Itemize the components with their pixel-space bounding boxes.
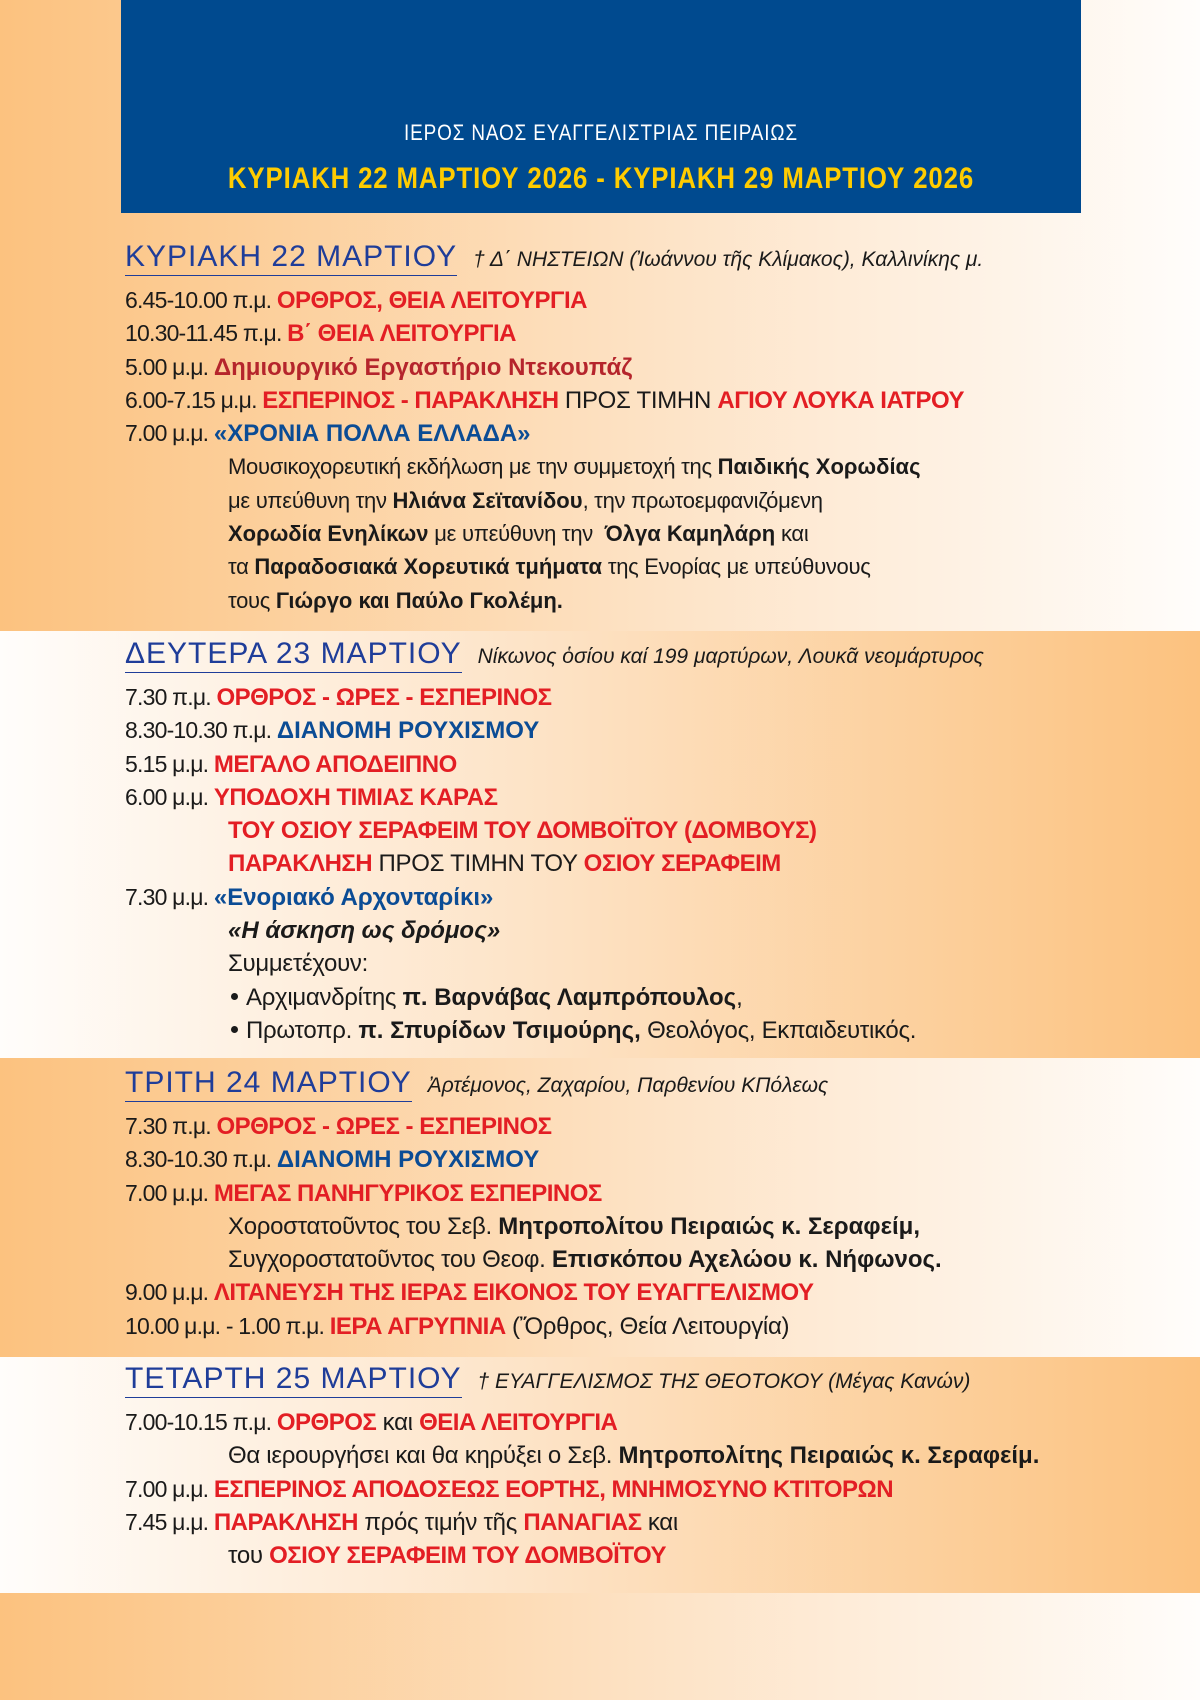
schedule-line (125, 517, 1185, 550)
day-heading-row (125, 1362, 1185, 1402)
time-label: 9.00 μ.μ. (125, 1279, 214, 1306)
service-name: Β΄ ΘΕΙΑ ΛΕΙΤΟΥΡΓΙΑ (287, 320, 516, 348)
schedule-line (125, 748, 1185, 781)
feast-description: † Δ΄ ΝΗΣΤΕΙΩΝ (Ἰωάννου τῆς Κλίμακος), Καλλινίκης μ. (473, 248, 984, 271)
schedule-line (125, 1210, 1185, 1243)
schedule-line (125, 1506, 1185, 1539)
service-name: ΠΑΝΑΓΙΑΣ (523, 1508, 642, 1536)
time-label: 7.45 μ.μ. (125, 1508, 214, 1535)
text-segment: Πρωτοπρ. (246, 1016, 359, 1044)
time-label: 7.00-10.15 π.μ. (125, 1409, 277, 1435)
text-segment: ΠΡΟΣ ΤΙΜΗΝ ΤΟΥ (372, 850, 584, 878)
service-name: ΟΡΘΡΟΣ - ΩΡΕΣ - ΕΣΠΕΡΙΝΟΣ (216, 1113, 552, 1140)
text-segment: και (376, 1409, 420, 1436)
text-segment: Επισκόπου Αχελώου κ. Νήφωνος. (551, 1246, 942, 1274)
time-label: 7.30 π.μ. (125, 684, 217, 710)
service-name: ΤΟΥ ΟΣΙΟΥ ΣΕΡΑΦΕΙΜ ΤΟΥ ΔΟΜΒΟΪΤΟΥ (ΔΟΜΒΟΥΣ) (228, 817, 817, 845)
service-name: ΔΙΑΝΟΜΗ ΡΟΥΧΙΣΜΟΥ (276, 717, 540, 745)
schedule-line (125, 1110, 1185, 1143)
day-heading-row (125, 637, 1185, 677)
feast-description: † ΕΥΑΓΓΕΛΙΣΜΟΣ ΤΗΣ ΘΕΟΤΟΚΟΥ (Μέγας Κανών) (477, 1370, 971, 1393)
background-band-5 (0, 1593, 1200, 1700)
schedule-line (125, 384, 1185, 417)
time-label: 8.30-10.30 π.μ. (125, 1146, 277, 1173)
service-name: ΙΕΡΑ ΑΓΡΥΠΝΙΑ (329, 1312, 506, 1340)
text-segment: και (641, 1508, 678, 1536)
schedule-line (125, 1243, 1185, 1276)
time-label: 7.00 μ.μ. (125, 1179, 214, 1206)
time-label: 7.30 π.μ. (125, 1113, 217, 1139)
feast-description: Νίκωνος ὁσίου καί 199 μαρτύρων, Λουκᾶ νεομάρτυρος (477, 645, 984, 668)
schedule-line (125, 881, 1185, 914)
service-name: ΜΕΓΑΛΟ ΑΠΟΔΕΙΠΝΟ (213, 750, 457, 778)
schedule-line (125, 1406, 1185, 1439)
text-segment: «Η άσκηση ως δρόμος» (228, 917, 501, 945)
schedule-line (125, 814, 1185, 847)
text-segment: Συμμετέχουν: (228, 950, 368, 978)
bullet-icon (231, 1026, 238, 1033)
schedule-line (125, 484, 1185, 517)
schedule-line (125, 584, 1185, 617)
time-label: 5.00 μ.μ. (125, 353, 214, 380)
text-segment: Όλγα Καμηλάρη (604, 521, 776, 547)
time-label: 10.00 μ.μ. - 1.00 π.μ. (125, 1312, 330, 1339)
text-segment: Μητροπολίτου Πειραιώς κ. Σεραφείμ, (498, 1212, 920, 1240)
day-section (125, 240, 1185, 617)
schedule-line (125, 914, 1185, 947)
text-segment: της Ενορίας με υπεύθυνους (602, 554, 871, 580)
day-title: ΤΡΙΤΗ 24 ΜΑΡΤΙΟΥ (125, 1066, 412, 1102)
church-name: ΙΕΡΟΣ ΝΑΟΣ ΕΥΑΓΓΕΛΙΣΤΡΙΑΣ ΠΕΙΡΑΙΩΣ (404, 120, 798, 145)
service-name: ΕΣΠΕΡΙΝΟΣ ΑΠΟΔΟΣΕΩΣ ΕΟΡΤΗΣ, ΜΝΗΜΟΣΥΝΟ ΚΤΙΤΟΡΩΝ (213, 1475, 894, 1503)
text-segment: Θα ιερουργήσει και θα κηρύξει ο Σεβ. (228, 1442, 619, 1470)
service-name: «Ενοριακό Αρχονταρίκι» (213, 883, 494, 911)
service-name: ΘΕΙΑ ΛΕΙΤΟΥΡΓΙΑ (419, 1409, 618, 1436)
time-label: 6.00 μ.μ. (125, 783, 214, 810)
service-name: ΟΡΘΡΟΣ (276, 1409, 377, 1436)
service-name: ΜΕΓΑΣ ΠΑΝΗΓΥΡΙΚΟΣ ΕΣΠΕΡΙΝΟΣ (213, 1179, 602, 1207)
day-heading-row (125, 1066, 1185, 1106)
schedule-line (125, 317, 1185, 350)
text-segment: Χορωδία Ενηλίκων (228, 521, 429, 547)
service-name: ΠΑΡΑΚΛΗΣΗ (228, 850, 373, 878)
schedule-line (125, 1310, 1185, 1343)
text-segment: Ηλιάνα Σεϊτανίδου (392, 487, 583, 513)
schedule-line (125, 781, 1185, 814)
service-name: ΥΠΟΔΟΧΗ ΤΙΜΙΑΣ ΚΑΡΑΣ (213, 783, 498, 811)
day-title: ΔΕΥΤΕΡΑ 23 ΜΑΡΤΙΟΥ (125, 637, 462, 673)
text-segment: Συγχοροστατοῦντος του Θεοφ. (228, 1246, 552, 1274)
time-label: 6.00-7.15 μ.μ. (125, 386, 263, 413)
service-name: ΟΡΘΡΟΣ - ΩΡΕΣ - ΕΣΠΕΡΙΝΟΣ (216, 684, 552, 711)
text-segment: , την πρωτοεμφανιζόμενη (582, 487, 823, 513)
text-segment: και (775, 521, 809, 547)
bullet-item (125, 981, 1185, 1014)
feast-description: Ἀρτέμονος, Ζαχαρίου, Παρθενίου ΚΠόλεως (427, 1074, 829, 1097)
time-label: 10.30-11.45 π.μ. (125, 320, 288, 347)
text-segment: π. Σπυρίδων Τσιμούρης, (358, 1016, 641, 1044)
day-title: ΚΥΡΙΑΚΗ 22 ΜΑΡΤΙΟΥ (125, 240, 457, 276)
text-segment: π. Βαρνάβας Λαμπρόπουλος (402, 983, 737, 1011)
schedule-line (125, 1177, 1185, 1210)
schedule-line (125, 1539, 1185, 1572)
day-section (125, 1362, 1185, 1572)
time-label: 7.00 μ.μ. (125, 1475, 214, 1502)
service-name: Δημιουργικό Εργαστήριο Ντεκουπάζ (213, 353, 633, 381)
text-segment: με υπεύθυνη την (228, 487, 393, 513)
service-name: ΟΡΘΡΟΣ, ΘΕΙΑ ΛΕΙΤΟΥΡΓΙΑ (276, 287, 587, 314)
time-label: 5.15 μ.μ. (125, 750, 214, 777)
text-segment: Θεολόγος, Εκπαιδευτικός. (640, 1016, 917, 1044)
time-label: 6.45-10.00 π.μ. (125, 287, 277, 313)
schedule-line (125, 417, 1185, 450)
bullet-item (125, 1014, 1185, 1047)
text-segment: Παραδοσιακά Χορευτικά τμήματα (254, 554, 603, 580)
service-name: «ΧΡΟΝΙΑ ΠΟΛΛΑ ΕΛΛΑΔΑ» (213, 420, 531, 448)
service-name: ΟΣΙΟΥ ΣΕΡΑΦΕΙΜ (583, 850, 781, 878)
schedule-line (125, 1143, 1185, 1176)
text-segment: Αρχιμανδρίτης (246, 983, 403, 1011)
day-heading-row (125, 240, 1185, 280)
time-label: 8.30-10.30 π.μ. (125, 717, 277, 744)
text-segment: Χοροστατοῦντος του Σεβ. (228, 1212, 499, 1240)
schedule-line (125, 1473, 1185, 1506)
text-segment: (Ὄρθρος, Θεία Λειτουργία) (505, 1312, 790, 1340)
text-segment: Μητροπολίτης Πειραιώς κ. Σεραφείμ. (618, 1442, 1040, 1470)
text-segment: Γιώργο και Παύλο Γκολέμη. (275, 587, 563, 613)
schedule-line (125, 1439, 1185, 1472)
text-segment: του (228, 1542, 270, 1570)
text-segment: τα (228, 554, 255, 580)
schedule-line (125, 284, 1185, 317)
text-segment: με υπεύθυνη την (428, 521, 605, 547)
text-segment: Μουσικοχορευτική εκδήλωση με την συμμετοχή της (228, 454, 718, 480)
schedule-line (125, 847, 1185, 880)
day-title: ΤΕΤΑΡΤΗ 25 ΜΑΡΤΙΟΥ (125, 1362, 462, 1398)
service-name: ΠΑΡΑΚΛΗΣΗ (213, 1508, 358, 1536)
text-segment: πρός τιμήν τῆς (357, 1508, 524, 1536)
time-label: 7.00 μ.μ. (125, 420, 214, 447)
day-section (125, 637, 1185, 1047)
schedule-line (125, 681, 1185, 714)
service-name: ΕΣΠΕΡΙΝΟΣ - ΠΑΡΑΚΛΗΣΗ (262, 386, 559, 414)
bullet-icon (231, 993, 238, 1000)
text-segment: τους (228, 587, 276, 613)
time-label: 7.30 μ.μ. (125, 883, 214, 910)
schedule-line (125, 714, 1185, 747)
header-banner (121, 0, 1081, 213)
service-name: ΛΙΤΑΝΕΥΣΗ ΤΗΣ ΙΕΡΑΣ ΕΙΚΟΝΟΣ ΤΟΥ ΕΥΑΓΓΕΛΙΣΜΟΥ (213, 1279, 814, 1307)
schedule-line (125, 351, 1185, 384)
text-segment: Παιδικής Χορωδίας (717, 454, 921, 480)
day-section (125, 1066, 1185, 1343)
schedule-line (125, 550, 1185, 583)
service-name: ΔΙΑΝΟΜΗ ΡΟΥΧΙΣΜΟΥ (276, 1146, 540, 1174)
service-name: ΑΓΙΟΥ ΛΟΥΚΑ ΙΑΤΡΟΥ (717, 386, 964, 414)
text-segment: ΠΡΟΣ ΤΙΜΗΝ (558, 386, 718, 414)
schedule-line (125, 450, 1185, 483)
service-name: ΟΣΙΟΥ ΣΕΡΑΦΕΙΜ ΤΟΥ ΔΟΜΒΟΪΤΟΥ (269, 1542, 667, 1570)
schedule-line (125, 1276, 1185, 1309)
date-range: ΚΥΡΙΑΚΗ 22 ΜΑΡΤΙΟΥ 2026 - ΚΥΡΙΑΚΗ 29 ΜΑΡΤΙΟΥ 2026 (227, 162, 975, 195)
schedule-line (125, 947, 1185, 980)
text-segment: , (736, 983, 743, 1011)
